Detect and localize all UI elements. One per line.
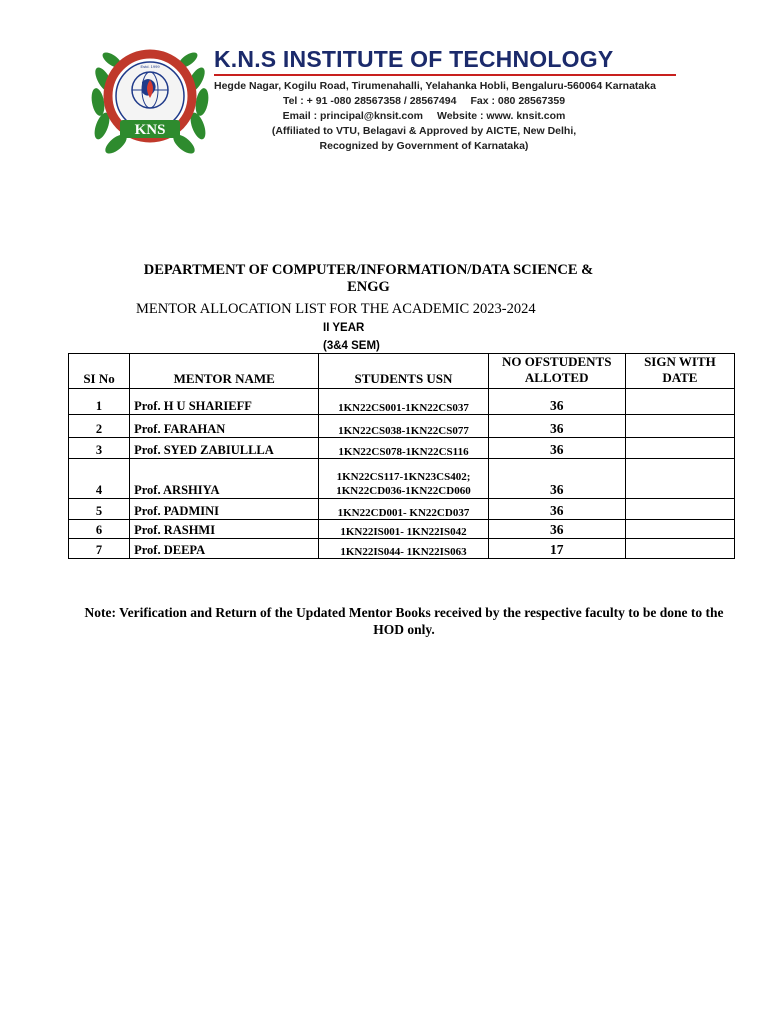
- row-sl: 6: [69, 520, 130, 539]
- table-row: [69, 499, 735, 520]
- row-count: 36: [488, 520, 625, 539]
- row-mentor: Prof. PADMINI: [130, 499, 319, 520]
- row-sl: 7: [69, 539, 130, 559]
- header-sl-no: SI No: [69, 354, 130, 389]
- year-label: II YEAR: [323, 322, 365, 334]
- institute-name: K.N.S INSTITUTE OF TECHNOLOGY: [214, 46, 614, 72]
- letterhead-text: [214, 46, 678, 154]
- row-usn: [319, 459, 488, 499]
- institute-address: Hegde Nagar, Kogilu Road, Tirumenahalli, Yelahanka Hobli, Bengaluru-560064 Karnataka: [214, 80, 656, 92]
- institute-affiliation: (Affiliated to VTU, Belagavi & Approved by AICTE, New Delhi,: [271, 125, 577, 137]
- table-row: [69, 459, 735, 499]
- row-sign: [625, 499, 734, 520]
- table-row: [69, 415, 735, 438]
- row-sign: [625, 520, 734, 539]
- row-sign: [625, 459, 734, 499]
- row-count: 36: [488, 459, 625, 499]
- row-usn: 1KN22CS078-1KN22CS116: [319, 438, 488, 459]
- row-mentor: Prof. RASHMI: [130, 520, 319, 539]
- letterhead-divider: [214, 74, 676, 76]
- row-mentor: Prof. H U SHARIEFF: [130, 389, 319, 415]
- list-subtitle: MENTOR ALLOCATION LIST FOR THE ACADEMIC 2023-2024: [136, 301, 536, 317]
- row-usn: 1KN22IS044- 1KN22IS063: [319, 539, 488, 559]
- institute-fax: Fax : 080 28567359: [470, 95, 566, 107]
- row-usn: 1KN22IS001- 1KN22IS042: [319, 520, 488, 539]
- table-header-row: [69, 354, 735, 389]
- logo-initials: KNS: [134, 122, 166, 138]
- department-title: DEPARTMENT OF COMPUTER/INFORMATION/DATA SCIENCE & ENGG: [143, 262, 594, 295]
- row-sl: 2: [69, 415, 130, 438]
- table-row: [69, 389, 735, 415]
- table-row: [69, 438, 735, 459]
- institute-email: Email : principal@knsit.com: [282, 110, 423, 122]
- row-sl: 1: [69, 389, 130, 415]
- institute-recognition: Recognized by Government of Karnataka): [319, 140, 529, 152]
- row-count: 17: [488, 539, 625, 559]
- row-count: 36: [488, 438, 625, 459]
- letterhead: [90, 40, 682, 162]
- kns-logo-icon: [90, 40, 210, 162]
- row-sign: [625, 415, 734, 438]
- row-count: 36: [488, 499, 625, 520]
- row-usn: 1KN22CS001-1KN22CS037: [319, 389, 488, 415]
- row-sign: [625, 389, 734, 415]
- mentor-allocation-table: [68, 353, 735, 559]
- row-usn: 1KN22CD001- KN22CD037: [319, 499, 488, 520]
- row-mentor: Prof. DEEPA: [130, 539, 319, 559]
- header-mentor-name: MENTOR NAME: [130, 354, 319, 389]
- table-row: [69, 520, 735, 539]
- logo-estd: Estd. 1999: [140, 64, 160, 69]
- row-sign: [625, 438, 734, 459]
- row-count: 36: [488, 415, 625, 438]
- institute-website: Website : www. knsit.com: [437, 110, 566, 122]
- row-sl: 3: [69, 438, 130, 459]
- contact-web-line: [214, 109, 634, 124]
- header-students-usn: STUDENTS USN: [319, 354, 488, 389]
- institute-phone: Tel : + 91 -080 28567358 / 28567494: [282, 95, 457, 107]
- verification-note: Note: Verification and Return of the Updated Mentor Books received by the respective faculty to be done to the HOD only.: [84, 605, 724, 637]
- row-usn: 1KN22CS038-1KN22CS077: [319, 415, 488, 438]
- row-usn-line: 1KN22CD036-1KN22CD060: [336, 485, 471, 497]
- header-sign-date: SIGN WITH DATE: [625, 354, 734, 389]
- table-row: [69, 539, 735, 559]
- row-mentor: Prof. FARAHAN: [130, 415, 319, 438]
- semester-label: (3&4 SEM): [323, 340, 380, 352]
- row-sign: [625, 539, 734, 559]
- contact-phone-line: [214, 94, 634, 109]
- row-count: 36: [488, 389, 625, 415]
- row-mentor: Prof. SYED ZABIULLLA: [130, 438, 319, 459]
- row-mentor: Prof. ARSHIYA: [130, 459, 319, 499]
- year-semester: [323, 319, 380, 355]
- row-usn-line: 1KN22CS117-1KN23CS402;: [336, 471, 471, 483]
- header-student-count: NO OFSTUDENTS ALLOTED: [488, 354, 625, 389]
- row-sl: 4: [69, 459, 130, 499]
- row-sl: 5: [69, 499, 130, 520]
